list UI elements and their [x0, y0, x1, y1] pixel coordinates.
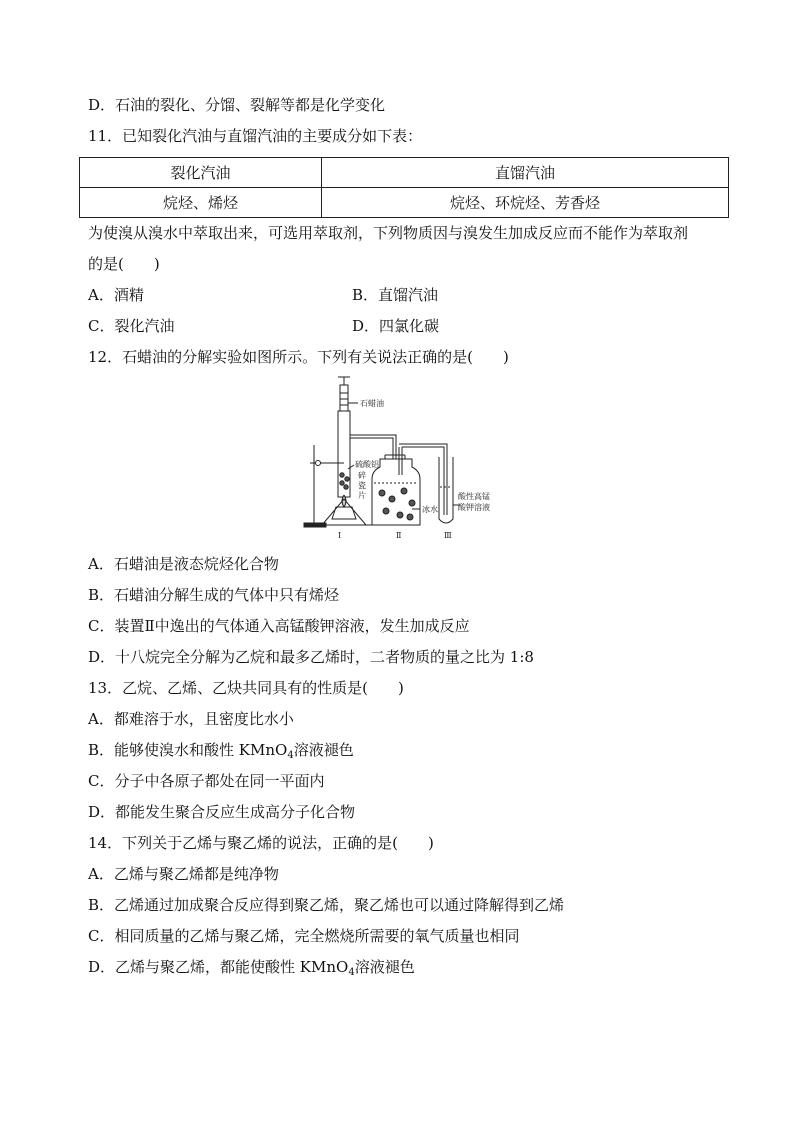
q12-option-c: C．装置Ⅱ中逸出的气体通入高锰酸钾溶液，发生加成反应: [88, 617, 470, 635]
q13-option-d: D．都能发生聚合反应生成高分子化合物: [88, 803, 356, 821]
q11-option-b: B．直馏汽油: [352, 286, 439, 304]
label-alumina-3: 瓷: [358, 481, 366, 490]
q11-option-a: A．酒精: [88, 286, 144, 304]
paraffin-decomposition-apparatus-figure: [300, 375, 510, 540]
q13-option-b-text: B．能够使溴水和酸性 KMnO: [88, 741, 288, 759]
label-paraffin: 石蜡油: [360, 399, 384, 408]
q14-stem: 14．下列关于乙烯与聚乙烯的说法，正确的是( ): [88, 834, 434, 852]
q11-stem: 11．已知裂化汽油与直馏汽油的主要成分如下表：: [88, 127, 423, 145]
label-apparatus-i: Ⅰ: [338, 531, 342, 540]
label-alumina-2: 碎: [358, 471, 366, 480]
table-header-cell: 直馏汽油: [322, 158, 729, 188]
label-alumina-1: 硫酸铝: [355, 460, 379, 469]
q14-option-d: [88, 957, 415, 977]
label-ice-water: 冰水: [422, 505, 438, 514]
label-apparatus-ii: Ⅱ: [396, 531, 402, 540]
q12-option-a: A．石蜡油是液态烷烃化合物: [88, 555, 279, 573]
table-header-cell: 裂化汽油: [80, 158, 322, 188]
q12-stem: 12．石蜡油的分解实验如图所示。下列有关说法正确的是( ): [88, 348, 509, 366]
q10-option-d: D．石油的裂化、分馏、裂解等都是化学变化: [88, 96, 386, 114]
q14-option-d-text-end: 溶液褪色: [354, 958, 415, 976]
q11-stem-2a: 为使溴从溴水中萃取出来，可选用萃取剂，下列物质因与溴发生加成反应而不能作为萃取剂: [88, 224, 689, 242]
q13-option-c: C．分子中各原子都处在同一平面内: [88, 772, 325, 790]
q11-table: [79, 157, 729, 218]
q13-option-b-text-end: 溶液褪色: [293, 741, 354, 759]
q12-option-d: D．十八烷完全分解为乙烷和最多乙烯时，二者物质的量之比为 1:8: [88, 648, 534, 666]
label-alumina-4: 片: [358, 491, 366, 500]
label-kmno4-1: 酸性高锰: [458, 492, 490, 501]
q13-stem: 13．乙烷、乙烯、乙炔共同具有的性质是( ): [88, 679, 404, 697]
q11-option-c: C．裂化汽油: [88, 317, 175, 335]
q14-option-d-text: D．乙烯与聚乙烯，都能使酸性 KMnO: [88, 958, 349, 976]
q12-option-b: B．石蜡油分解生成的气体中只有烯烃: [88, 586, 340, 604]
q14-option-c: C．相同质量的乙烯与聚乙烯，完全燃烧所需要的氧气质量也相同: [88, 927, 520, 945]
table-cell: 烷烃、环烷烃、芳香烃: [322, 188, 729, 218]
label-apparatus-iii: Ⅲ: [444, 531, 452, 540]
q13-option-b: [88, 740, 354, 760]
q13-option-a: A．都难溶于水，且密度比水小: [88, 710, 294, 728]
q14-option-b: B．乙烯通过加成聚合反应得到聚乙烯，聚乙烯也可以通过降解得到乙烯: [88, 896, 565, 914]
table-header-row: [80, 158, 729, 188]
table-cell: 烷烃、烯烃: [80, 188, 322, 218]
q13-option-b-subscript: 4: [287, 750, 294, 761]
table-row: [80, 188, 729, 218]
q11-stem-2b: 的是( ): [88, 255, 160, 273]
label-kmno4-2: 酸钾溶液: [458, 503, 490, 512]
q14-option-a: A．乙烯与聚乙烯都是纯净物: [88, 865, 279, 883]
q14-option-d-subscript: 4: [348, 967, 355, 978]
q11-option-d: D．四氯化碳: [352, 317, 440, 335]
